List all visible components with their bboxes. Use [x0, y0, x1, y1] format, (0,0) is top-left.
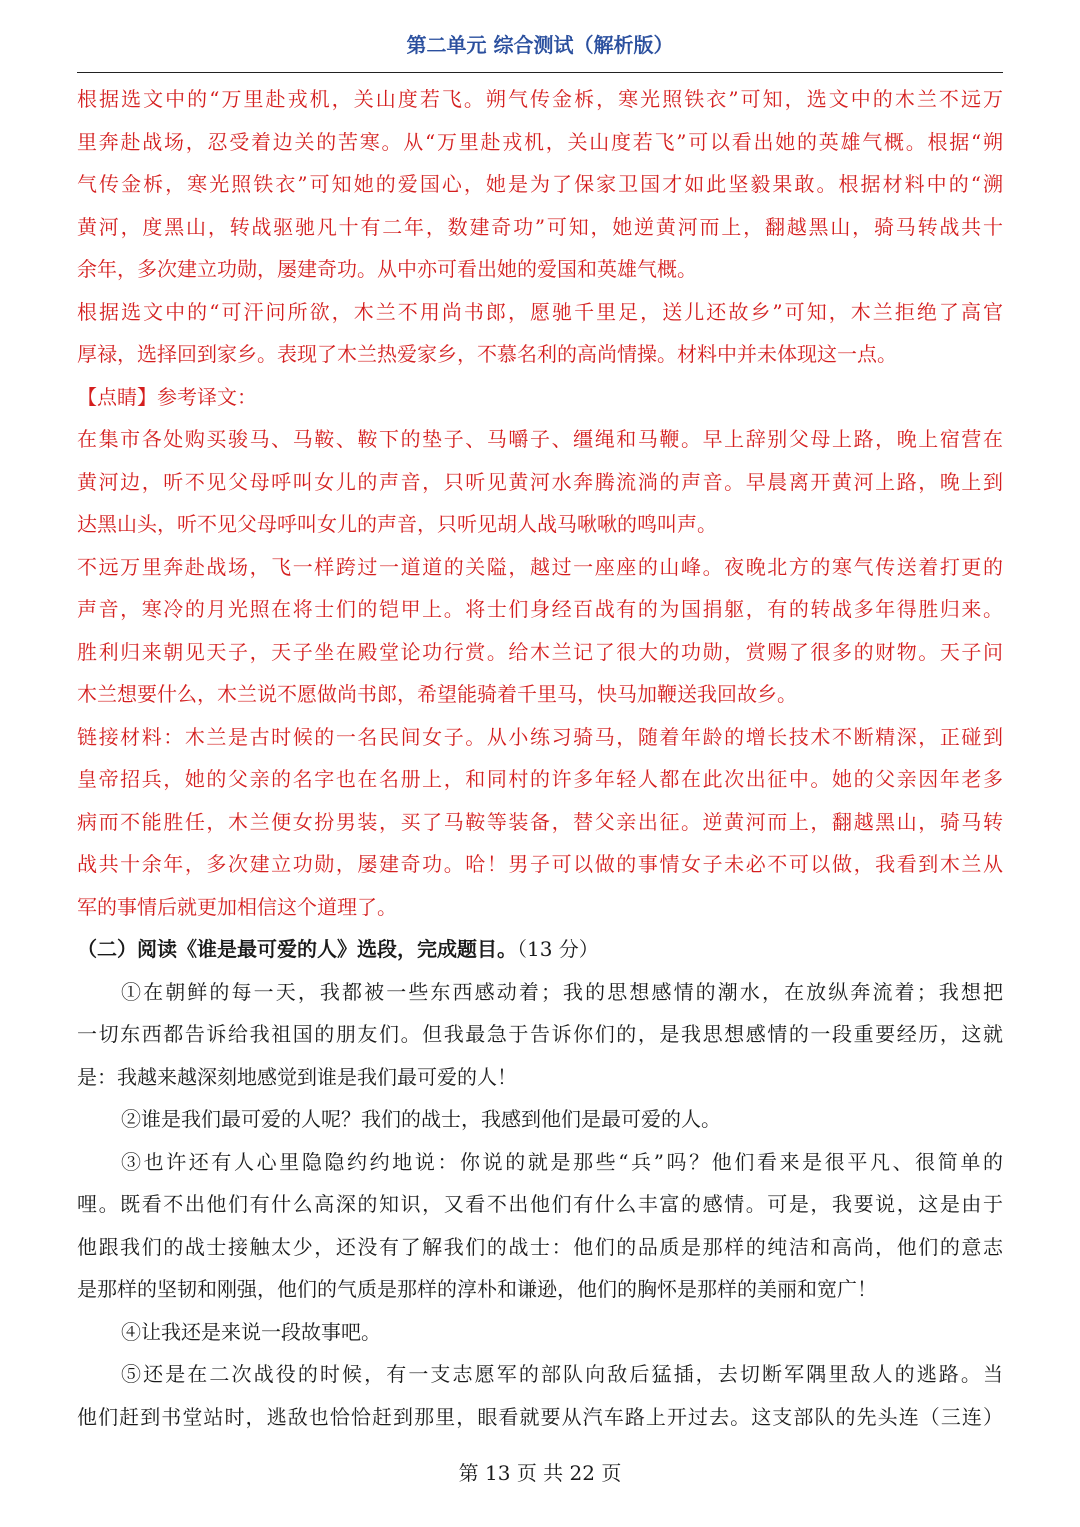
analysis-p1-line: 根据选文中的“万里赴戎机，关山度若飞。朔气传金柝，寒光照铁衣”可知，选文中的木兰不远万	[77, 87, 1003, 111]
passage-para2: ②谁是我们最可爱的人呢？我们的战士，我感到他们是最可爱的人。	[121, 1107, 721, 1131]
passage-para1-line: 是：我越来越深刻地感觉到谁是我们最可爱的人！	[77, 1064, 517, 1089]
section2-heading	[77, 928, 1003, 971]
translation-p3-line: 黄河边，听不见父母呼叫女儿的声音，只听见黄河水奔腾流淌的声音。早晨离开黄河上路，晚上到	[77, 469, 1003, 494]
linked-material-line: 军的事情后就更加相信这个道理了。	[77, 894, 397, 919]
passage-para3-line: ③也许还有人心里隐隐约约地说：你说的就是那些“兵”吗？他们看来是很平凡、很简单的	[121, 1149, 1003, 1174]
document-header-title: 第二单元 综合测试（解析版）	[406, 33, 674, 57]
passage-para5-line: ⑤还是在二次战役的时候，有一支志愿军的部队向敌后猛插，去切断军隅里敌人的逃路。当	[121, 1362, 1003, 1386]
translation-p4-line: 胜利归来朝见天子，天子坐在殿堂论功行赏。给木兰记了很大的功勋，赏赐了很多的财物。天子问	[77, 639, 1003, 664]
translation-p4-line: 木兰想要什么，木兰说不愿做尚书郎，希望能骑着千里马，快马加鞭送我回故乡。	[77, 682, 797, 706]
linked-material-line: 战共十余年，多次建立功勋，屡建奇功。哈！男子可以做的事情女子未必不可以做，我看到木兰从	[77, 852, 1003, 876]
analysis-p1-line: 气传金柝，寒光照铁衣”可知她的爱国心，她是为了保家卫国才如此坚毅果敢。根据材料中的“溯	[77, 172, 1003, 196]
passage-para3-line: 哩。既看不出他们有什么高深的知识，又看不出他们有什么丰富的感情。可是，我要说，这是由于	[77, 1192, 1003, 1216]
section2-score: （13 分）	[517, 937, 599, 961]
analysis-p2-line: 根据选文中的“可汗问所欲，木兰不用尚书郎，愿驰千里足，送儿还故乡”可知，木兰拒绝了高官	[77, 299, 1003, 324]
note-label: 【点睛】参考译文：	[77, 384, 257, 409]
linked-material-line: 链接材料：木兰是古时候的一名民间女子。从小练习骑马，随着年龄的增长技术不断精深，正碰到	[77, 724, 1003, 749]
analysis-p1-line: 里奔赴战场，忍受着边关的苦寒。从“万里赴戎机，关山度若飞”可以看出她的英雄气概。根据“朔	[77, 129, 1003, 154]
page-number-footer: 第 13 页 共 22 页	[458, 1461, 622, 1485]
header-divider	[77, 72, 1003, 73]
section2-heading-text: （二）阅读《谁是最可爱的人》选段，完成题目。	[77, 937, 517, 961]
page-content	[77, 78, 1003, 1438]
translation-p3-line: 达黑山头，听不见父母呼叫女儿的声音，只听见胡人战马啾啾的鸣叫声。	[77, 512, 717, 536]
linked-material-line: 皇帝招兵，她的父亲的名字也在名册上，和同村的许多年轻人都在此次出征中。她的父亲因年老多	[77, 767, 1003, 791]
passage-para3-line: 他跟我们的战士接触太少，还没有了解我们的战士：他们的品质是那样的纯洁和高尚，他们的意志	[77, 1234, 1003, 1259]
passage-para3-line: 是那样的坚韧和刚强，他们的气质是那样的淳朴和谦逊，他们的胸怀是那样的美丽和宽广！	[77, 1277, 877, 1301]
passage-para1-line: 一切东西都告诉给我祖国的朋友们。但我最急于告诉你们的，是我思想感情的一段重要经历，这就	[77, 1022, 1003, 1046]
analysis-p2-line: 厚禄，选择回到家乡。表现了木兰热爱家乡，不慕名利的高尚情操。材料中并未体现这一点。	[77, 342, 897, 366]
passage-para1-line: ①在朝鲜的每一天，我都被一些东西感动着；我的思想感情的潮水，在放纵奔流着；我想把	[121, 979, 1003, 1004]
analysis-p1-line: 黄河，度黑山，转战驱驰凡十有二年，数建奇功”可知，她逆黄河而上，翻越黑山，骑马转战共十	[77, 214, 1003, 239]
analysis-p1-line: 余年，多次建立功勋，屡建奇功。从中亦可看出她的爱国和英雄气概。	[77, 257, 697, 281]
linked-material-line: 病而不能胜任，木兰便女扮男装，买了马鞍等装备，替父亲出征。逆黄河而上，翻越黑山，骑马转	[77, 809, 1003, 834]
passage-para4: ④让我还是来说一段故事吧。	[121, 1319, 381, 1344]
translation-p4-line: 不远万里奔赴战场，飞一样跨过一道道的关隘，越过一座座的山峰。夜晚北方的寒气传送着打更的	[77, 554, 1003, 579]
passage-para5-line: 他们赶到书堂站时，逃敌也恰恰赶到那里，眼看就要从汽车路上开过去。这支部队的先头连（三连）	[77, 1404, 1003, 1429]
translation-p3-line: 在集市各处购买骏马、马鞍、鞍下的垫子、马嚼子、缰绳和马鞭。早上辞别父母上路，晚上宿营在	[77, 427, 1003, 451]
translation-p4-line: 声音，寒冷的月光照在将士们的铠甲上。将士们身经百战有的为国捐躯，有的转战多年得胜归来。	[77, 597, 1003, 621]
